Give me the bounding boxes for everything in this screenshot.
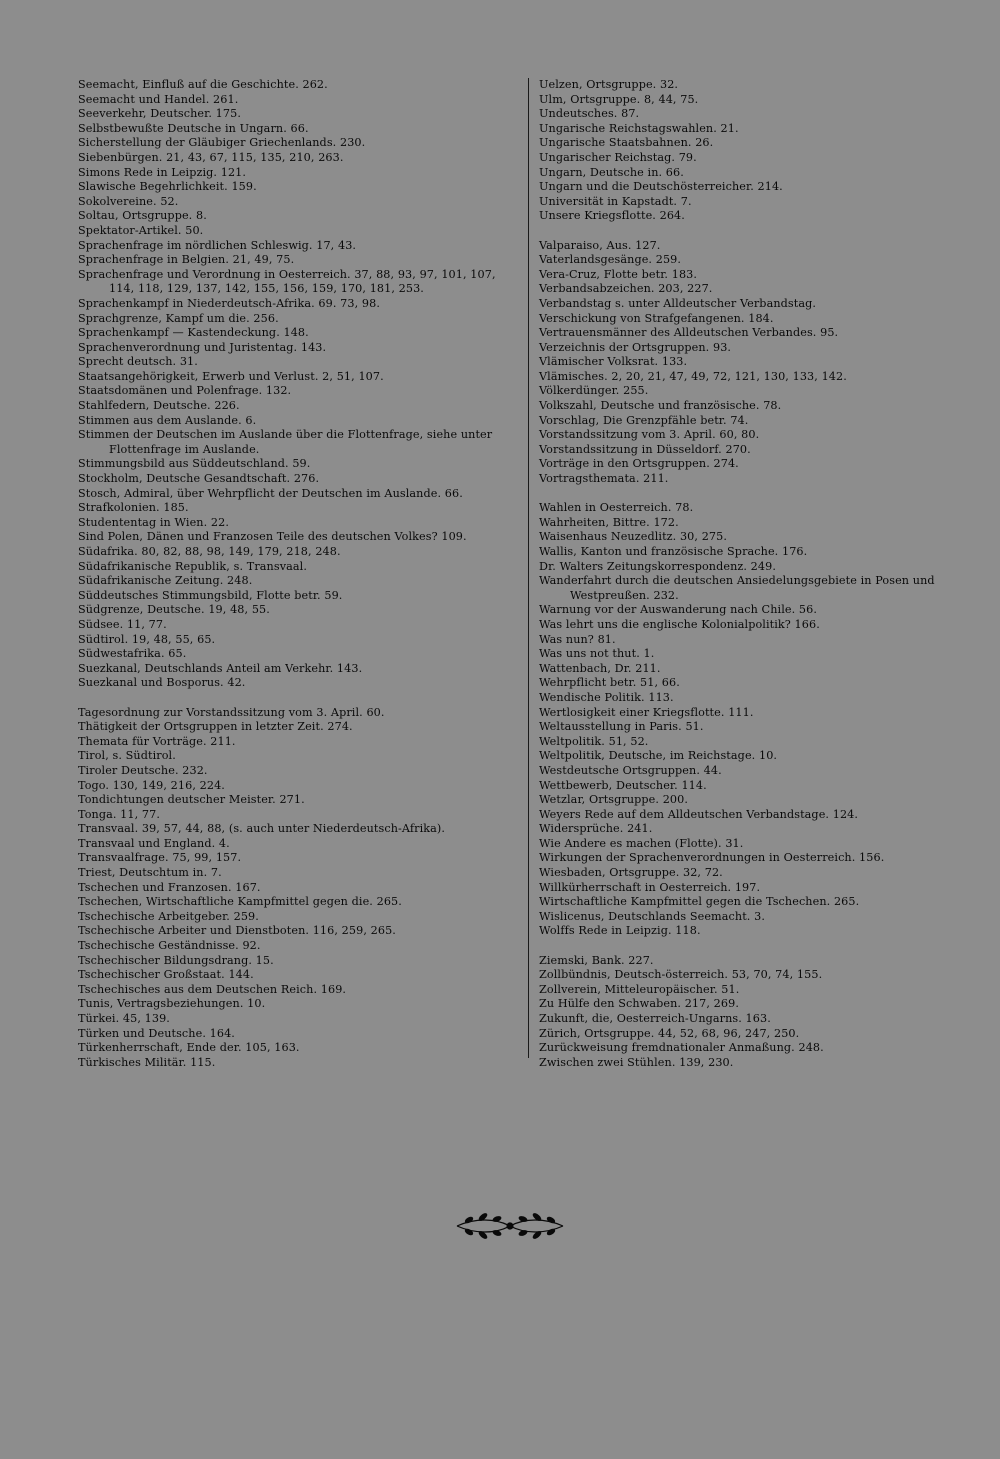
index-entry: Sprachenverordnung und Juristentag. 143. <box>78 340 327 354</box>
index-entry: Volkszahl, Deutsche und französische. 78. <box>539 399 782 413</box>
index-entry: Sprecht deutsch. 31. <box>78 355 198 369</box>
index-entry: Zwischen zwei Stühlen. 139, 230. <box>539 1055 734 1069</box>
index-entry: Südgrenze, Deutsche. 19, 48, 55. <box>78 603 270 617</box>
index-entry: Tonga. 11, 77. <box>78 807 161 821</box>
index-entry: Tschechische Arbeiter und Dienstboten. 116, 259, 265. <box>78 924 396 938</box>
index-entry: Themata für Vorträge. 211. <box>78 734 236 748</box>
index-entry: Uelzen, Ortsgruppe. 32. <box>539 78 679 91</box>
index-entry: Wislicenus, Deutschlands Seemacht. 3. <box>539 909 765 923</box>
index-entry: Tagesordnung zur Vorstandssitzung vom 3. April. 60. <box>78 705 385 719</box>
index-entry: Südsee. 11, 77. <box>78 617 167 631</box>
index-entry: Südwestafrika. 65. <box>78 647 187 661</box>
index-entry: Sprachenkampf — Kastendeckung. 148. <box>78 326 309 340</box>
index-entry: Dr. Walters Zeitungskorrespondenz. 249. <box>539 559 776 573</box>
index-entry: Tschechen und Franzosen. 167. <box>78 880 261 894</box>
index-entry: Stahlfedern, Deutsche. 226. <box>78 399 240 413</box>
index-entry: Tirol, s. Südtirol. <box>78 749 176 763</box>
index-entry: Sokolvereine. 52. <box>78 194 179 208</box>
index-entry: Studententag in Wien. 22. <box>78 515 230 529</box>
index-entry: Weltausstellung in Paris. 51. <box>539 720 704 734</box>
index-entry: Sicherstellung der Gläubiger Griechenlands. 230. <box>78 136 366 150</box>
index-entry: Wie Andere es machen (Flotte). 31. <box>539 836 744 850</box>
index-entry: Undeutsches. 87. <box>539 107 640 121</box>
index-entry: Tschechen, Wirtschaftliche Kampfmittel gegen die. 265. <box>78 895 402 909</box>
index-entry: Zukunft, die, Oesterreich-Ungarns. 163. <box>539 1012 771 1025</box>
index-entry: Südafrika. 80, 82, 88, 98, 149, 179, 218, 248. <box>78 545 341 558</box>
index-entry: Ungarische Reichstagswahlen. 21. <box>539 121 739 135</box>
index-entry: Ungarn und die Deutschösterreicher. 214. <box>539 180 783 194</box>
index-entry: Wendische Politik. 113. <box>539 690 674 704</box>
index-entry: Warnung vor der Auswanderung nach Chile. 56. <box>539 603 818 617</box>
index-entry: Suezkanal, Deutschlands Anteil am Verkehr. 143. <box>78 661 363 675</box>
index-entry: Suezkanal und Bosporus. 42. <box>78 676 246 690</box>
index-entry: Südafrikanische Zeitung. 248. <box>78 574 253 588</box>
index-entry: Stosch, Admiral, über Wehrpflicht der Deutschen im Auslande. 66. <box>78 486 463 500</box>
index-entry: Widersprüche. 241. <box>539 822 653 836</box>
index-entry: Stimmen der Deutschen im Auslande über die Flottenfrage, siehe unter Flottenfrage im Auslande. <box>78 428 493 456</box>
index-entry: Völkerdünger. 255. <box>539 384 649 398</box>
index-entry: Was uns not thut. 1. <box>539 647 655 661</box>
index-entry: Was nun? 81. <box>539 632 616 646</box>
index-entry: Sprachenfrage im nördlichen Schleswig. 17, 43. <box>78 238 357 252</box>
index-entry: Was lehrt uns die englische Kolonialpolitik? 166. <box>539 617 820 631</box>
index-entry: Seeverkehr, Deutscher. 175. <box>78 107 241 121</box>
index-entry: Vorschlag, Die Grenzpfähle betr. 74. <box>539 413 749 427</box>
index-entry: Staatsangehörigkeit, Erwerb und Verlust. 2, 51, 107. <box>78 369 384 383</box>
section-gap <box>539 487 991 502</box>
index-entry: Westdeutsche Ortsgruppen. 44. <box>539 763 722 777</box>
index-entry: Wahlen in Oesterreich. 78. <box>539 501 694 515</box>
index-entry: Sind Polen, Dänen und Franzosen Teile des deutschen Volkes? 109. <box>78 530 467 544</box>
index-entry: Tiroler Deutsche. 232. <box>78 763 208 777</box>
index-entry: Zollverein, Mitteleuropäischer. 51. <box>539 982 740 996</box>
index-entry: Ulm, Ortsgruppe. 8, 44, 75. <box>539 92 699 106</box>
index-entry: Sprachenfrage und Verordnung in Oesterreich. 37, 88, 93, 97, 101, 107, 114, 118, 129, 137, 142, 155, 156, 159, 170, 181, 253. <box>78 267 496 296</box>
index-entry: Vorstandssitzung in Düsseldorf. 270. <box>539 442 751 456</box>
index-entry: Universität in Kapstadt. 7. <box>539 194 692 208</box>
index-entry: Spektator-Artikel. 50. <box>78 223 204 237</box>
index-entry: Simons Rede in Leipzig. 121. <box>78 165 247 179</box>
index-column-left <box>78 78 518 1070</box>
index-entry: Wirkungen der Sprachenverordnungen in Oesterreich. 156. <box>539 851 885 865</box>
index-entry: Wahrheiten, Bittre. 172. <box>539 515 679 529</box>
index-entry: Wehrpflicht betr. 51, 66. <box>539 676 680 690</box>
index-entry: Sprachenkampf in Niederdeutsch-Afrika. 69. 73, 98. <box>78 296 380 310</box>
index-entry: Vera-Cruz, Flotte betr. 183. <box>539 267 698 281</box>
index-entry: Ungarische Staatsbahnen. 26. <box>539 136 714 150</box>
index-entry: Türken und Deutsche. 164. <box>78 1026 235 1040</box>
index-entry: Vlämisches. 2, 20, 21, 47, 49, 72, 121, 130, 133, 142. <box>539 369 847 383</box>
index-entry: Willkürherrschaft in Oesterreich. 197. <box>539 880 761 894</box>
index-entry: Strafkolonien. 185. <box>78 501 189 515</box>
index-entry: Zollbündnis, Deutsch-österreich. 53, 70, 74, 155. <box>539 968 823 982</box>
index-entry: Tschechische Geständnisse. 92. <box>78 939 261 953</box>
index-entry: Togo. 130, 149, 216, 224. <box>78 778 225 792</box>
section-gap <box>78 691 518 706</box>
index-entry: Wettbewerb, Deutscher. 114. <box>539 778 707 792</box>
index-entry: Tschechischer Bildungsdrang. 15. <box>78 953 274 967</box>
index-entry: Vertrauensmänner des Alldeutschen Verbandes. 95. <box>539 326 839 340</box>
index-entry: Weltpolitik. 51, 52. <box>539 734 649 748</box>
index-entry: Stimmungsbild aus Süddeutschland. 59. <box>78 457 311 471</box>
index-entry: Soltau, Ortsgruppe. 8. <box>78 209 207 223</box>
section-gap <box>539 224 991 239</box>
index-entry: Wanderfahrt durch die deutschen Ansiedelungsgebiete in Posen und Westpreußen. 232. <box>539 574 935 602</box>
index-entry: Sprachenfrage in Belgien. 21, 49, 75. <box>78 253 295 267</box>
index-entry: Wetzlar, Ortsgruppe. 200. <box>539 793 689 807</box>
index-entry: Stockholm, Deutsche Gesandtschaft. 276. <box>78 472 320 486</box>
index-entry: Selbstbewußte Deutsche in Ungarn. 66. <box>78 121 309 135</box>
index-entry: Wiesbaden, Ortsgruppe. 32, 72. <box>539 866 723 880</box>
index-entry: Sprachgrenze, Kampf um die. 256. <box>78 311 279 325</box>
index-entry: Weltpolitik, Deutsche, im Reichstage. 10. <box>539 749 778 763</box>
index-entry: Verbandsabzeichen. 203, 227. <box>539 282 713 296</box>
floral-vignette-icon <box>455 1210 565 1242</box>
index-entry: Unsere Kriegsflotte. 264. <box>539 209 685 223</box>
index-entry: Vaterlandsgesänge. 259. <box>539 253 682 267</box>
index-entry: Vorträge in den Ortsgruppen. 274. <box>539 457 739 471</box>
index-entry: Transvaal. 39, 57, 44, 88, (s. auch unter Niederdeutsch-Afrika). <box>78 822 446 836</box>
index-entry: Wallis, Kanton und französische Sprache. 176. <box>539 545 808 558</box>
index-entry: Vorstandssitzung vom 3. April. 60, 80. <box>539 428 760 442</box>
index-entry: Valparaiso, Aus. 127. <box>539 238 661 252</box>
index-entry: Verbandstag s. unter Alldeutscher Verbandstag. <box>539 296 817 310</box>
index-entry: Türkei. 45, 139. <box>78 1012 170 1025</box>
index-entry: Wirtschaftliche Kampfmittel gegen die Tschechen. 265. <box>539 895 860 909</box>
index-entry: Süddeutsches Stimmungsbild, Flotte betr. 59. <box>78 588 343 602</box>
index-entry: Wattenbach, Dr. 211. <box>539 661 661 675</box>
index-entry: Tschechische Arbeitgeber. 259. <box>78 909 259 923</box>
index-entry: Seemacht und Handel. 261. <box>78 92 239 106</box>
index-entry: Wolffs Rede in Leipzig. 118. <box>539 924 701 938</box>
index-entry: Transvaalfrage. 75, 99, 157. <box>78 851 242 865</box>
index-entry: Zu Hülfe den Schwaben. 217, 269. <box>539 997 739 1011</box>
index-entry: Türkenherrschaft, Ende der. 105, 163. <box>78 1041 300 1055</box>
index-entry: Stimmen aus dem Auslande. 6. <box>78 413 257 427</box>
index-entry: Weyers Rede auf dem Alldeutschen Verbandstage. 124. <box>539 807 859 821</box>
index-entry: Tunis, Vertragsbeziehungen. 10. <box>78 997 266 1011</box>
index-entry: Tschechisches aus dem Deutschen Reich. 169. <box>78 982 347 996</box>
index-entry: Thätigkeit der Ortsgruppen in letzter Zeit. 274. <box>78 720 353 734</box>
index-entry: Vortragsthemata. 211. <box>539 472 669 486</box>
index-entry: Seemacht, Einfluß auf die Geschichte. 262. <box>78 78 328 91</box>
index-entry: Wertlosigkeit einer Kriegsflotte. 111. <box>539 705 754 719</box>
index-entry: Südafrikanische Republik, s. Transvaal. <box>78 559 307 573</box>
index-entry: Transvaal und England. 4. <box>78 836 230 850</box>
index-entry: Zürich, Ortsgruppe. 44, 52, 68, 96, 247, 250. <box>539 1026 800 1040</box>
index-entry: Südtirol. 19, 48, 55, 65. <box>78 632 216 646</box>
index-entry: Ungarn, Deutsche in. 66. <box>539 165 684 179</box>
index-entry: Verzeichnis der Ortsgruppen. 93. <box>539 340 732 354</box>
index-entry: Zurückweisung fremdnationaler Anmaßung. 248. <box>539 1041 824 1055</box>
index-column-right <box>528 78 991 1069</box>
index-entry: Tschechischer Großstaat. 144. <box>78 968 254 982</box>
index-entry: Triest, Deutschtum in. 7. <box>78 866 222 880</box>
index-entry: Ungarischer Reichstag. 79. <box>539 150 697 164</box>
index-entry: Siebenbürgen. 21, 43, 67, 115, 135, 210, 263. <box>78 150 344 164</box>
index-entry: Tondichtungen deutscher Meister. 271. <box>78 793 305 807</box>
section-gap <box>539 939 991 954</box>
index-entry: Verschickung von Strafgefangenen. 184. <box>539 311 774 325</box>
index-entry: Waisenhaus Neuzedlitz. 30, 275. <box>539 530 728 544</box>
index-entry: Staatsdomänen und Polenfrage. 132. <box>78 384 292 398</box>
index-entry: Slawische Begehrlichkeit. 159. <box>78 180 257 194</box>
index-entry: Türkisches Militär. 115. <box>78 1055 216 1069</box>
index-entry: Ziemski, Bank. 227. <box>539 953 654 967</box>
index-entry: Vlämischer Volksrat. 133. <box>539 355 688 369</box>
